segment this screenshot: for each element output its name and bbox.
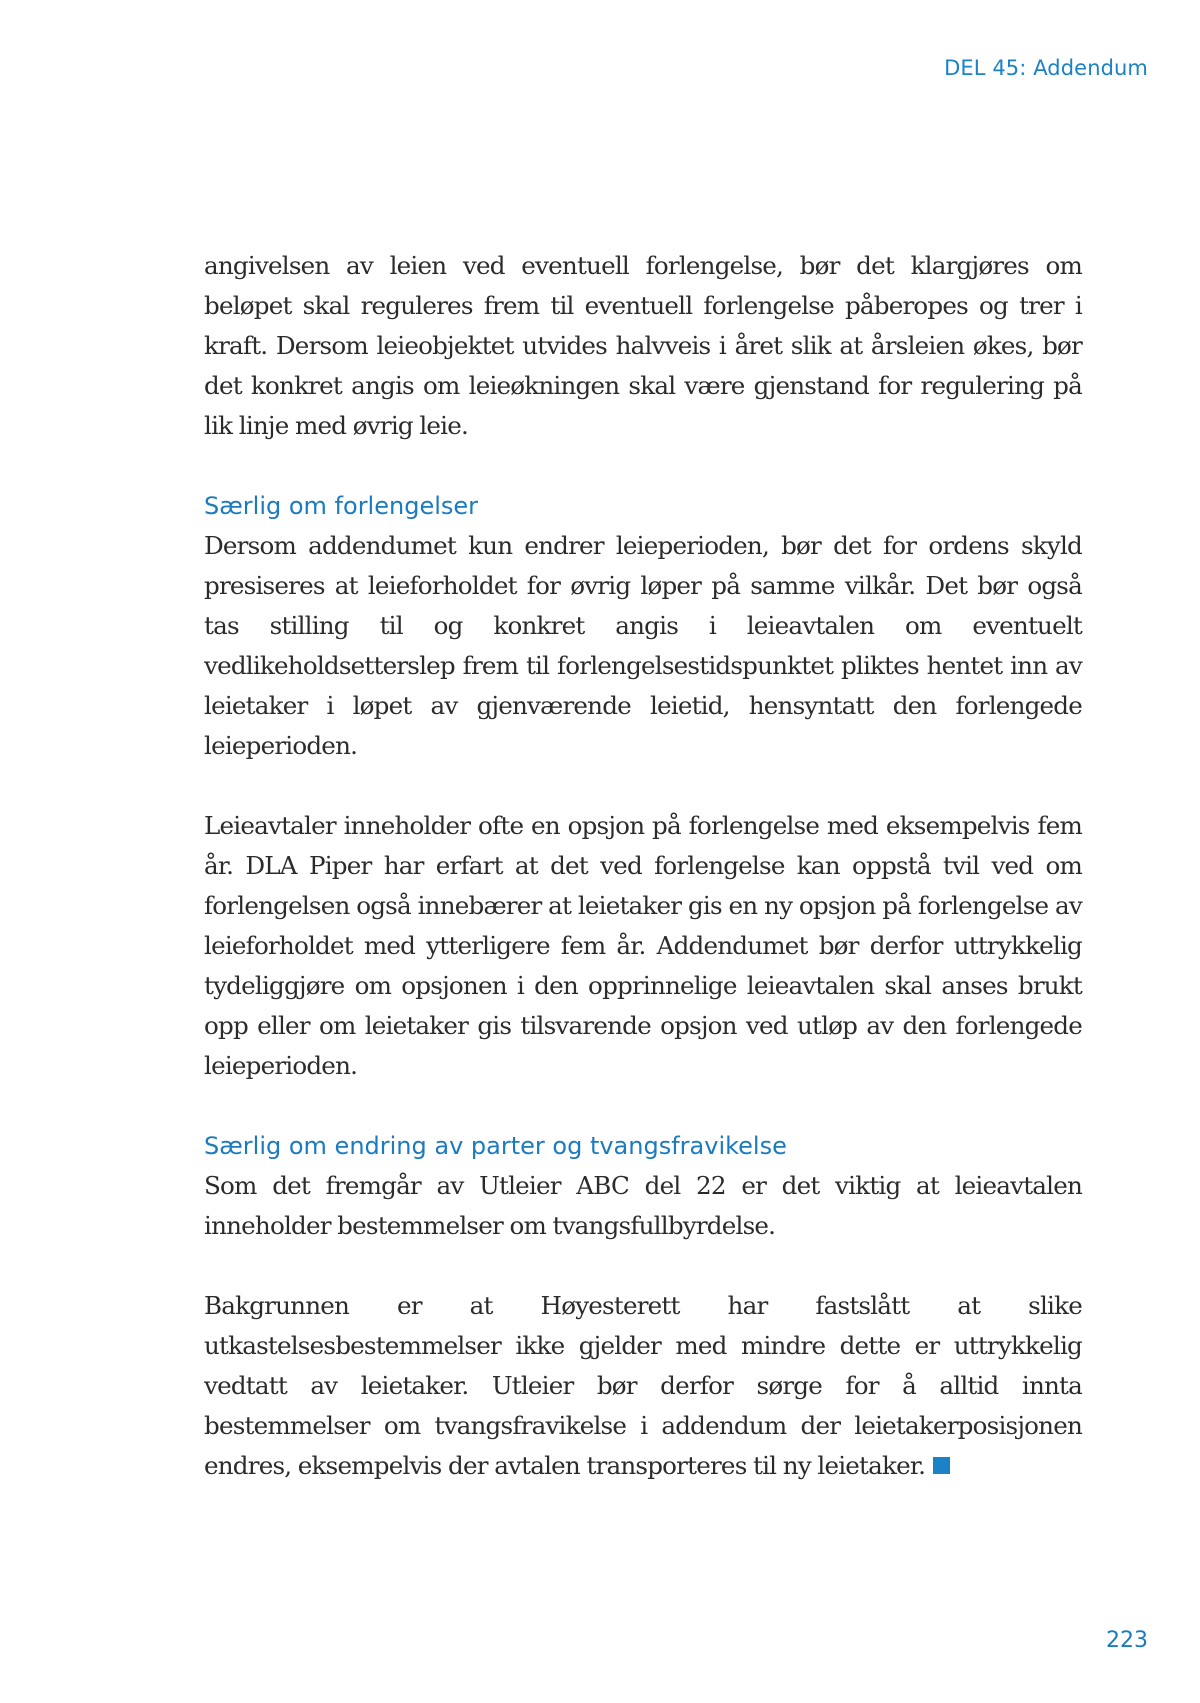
paragraph-supreme-court [204, 1286, 1082, 1486]
paragraph-extension-option: Leieavtaler inneholder ofte en opsjon på forlengelse med eksempelvis fem år. DLA Piper har erfart at det ved forlengelse kan oppstå tvil ved om forlengelsen også innebærer at leietaker gis en ny opsjon på forlengelse av leieforholdet med ytterligere fem år. Addendumet bør derfor uttrykkelig tydeliggjøre om opsjonen i den opprinnelige leieavtalen skal anses brukt opp eller om leietaker gis tilsvarende opsjon ved utløp av den forlengede leieperioden. [204, 811, 1082, 1080]
section-heading-parties: Særlig om endring av parter og tvangsfravikelse [204, 1132, 787, 1160]
section-heading-extensions: Særlig om forlengelser [204, 492, 479, 520]
paragraph-enforcement: Som det fremgår av Utleier ABC del 22 er det viktig at leieavtalen inneholder bestemmelser om tvangsfullbyrdelse. [204, 1171, 1082, 1240]
paragraph-rent-adjustment: angivelsen av leien ved eventuell forlengelse, bør det klargjøres om beløpet skal reguleres frem til eventuell forlengelse påberopes og trer i kraft. Dersom leieobjektet utvides halvveis i året slik at årsleien økes, bør det konkret angis om leieøkningen skal være gjenstand for regulering på lik linje med øvrig leie. [204, 251, 1082, 440]
page-number: 223 [1106, 1628, 1148, 1653]
page-content [204, 246, 1082, 1486]
paragraph-supreme-court-text: Bakgrunnen er at Høyesterett har fastslått at slike utkastelsesbestemmelser ikke gjelder med mindre dette er uttrykkelig vedtatt av leietaker. Utleier bør derfor sørge for å alltid innta bestemmelser om tvangsfravikelse i addendum der leietakerposisjonen endres, eksempelvis der avtalen transporteres til ny leietaker. [204, 1291, 1082, 1480]
end-of-article-square-icon [933, 1457, 950, 1474]
paragraph-lease-period: Dersom addendumet kun endrer leieperioden, bør det for ordens skyld presiseres at leieforholdet for øvrig løper på samme vilkår. Det bør også tas stilling til og konkret angis i leieavtalen om eventuelt vedlikeholdsetterslep frem til forlengelsestidspunktet pliktes hentet inn av leietaker i løpet av gjenværende leietid, hensyntatt den forlengede leieperioden. [204, 531, 1082, 760]
running-header: DEL 45: Addendum [944, 56, 1148, 80]
